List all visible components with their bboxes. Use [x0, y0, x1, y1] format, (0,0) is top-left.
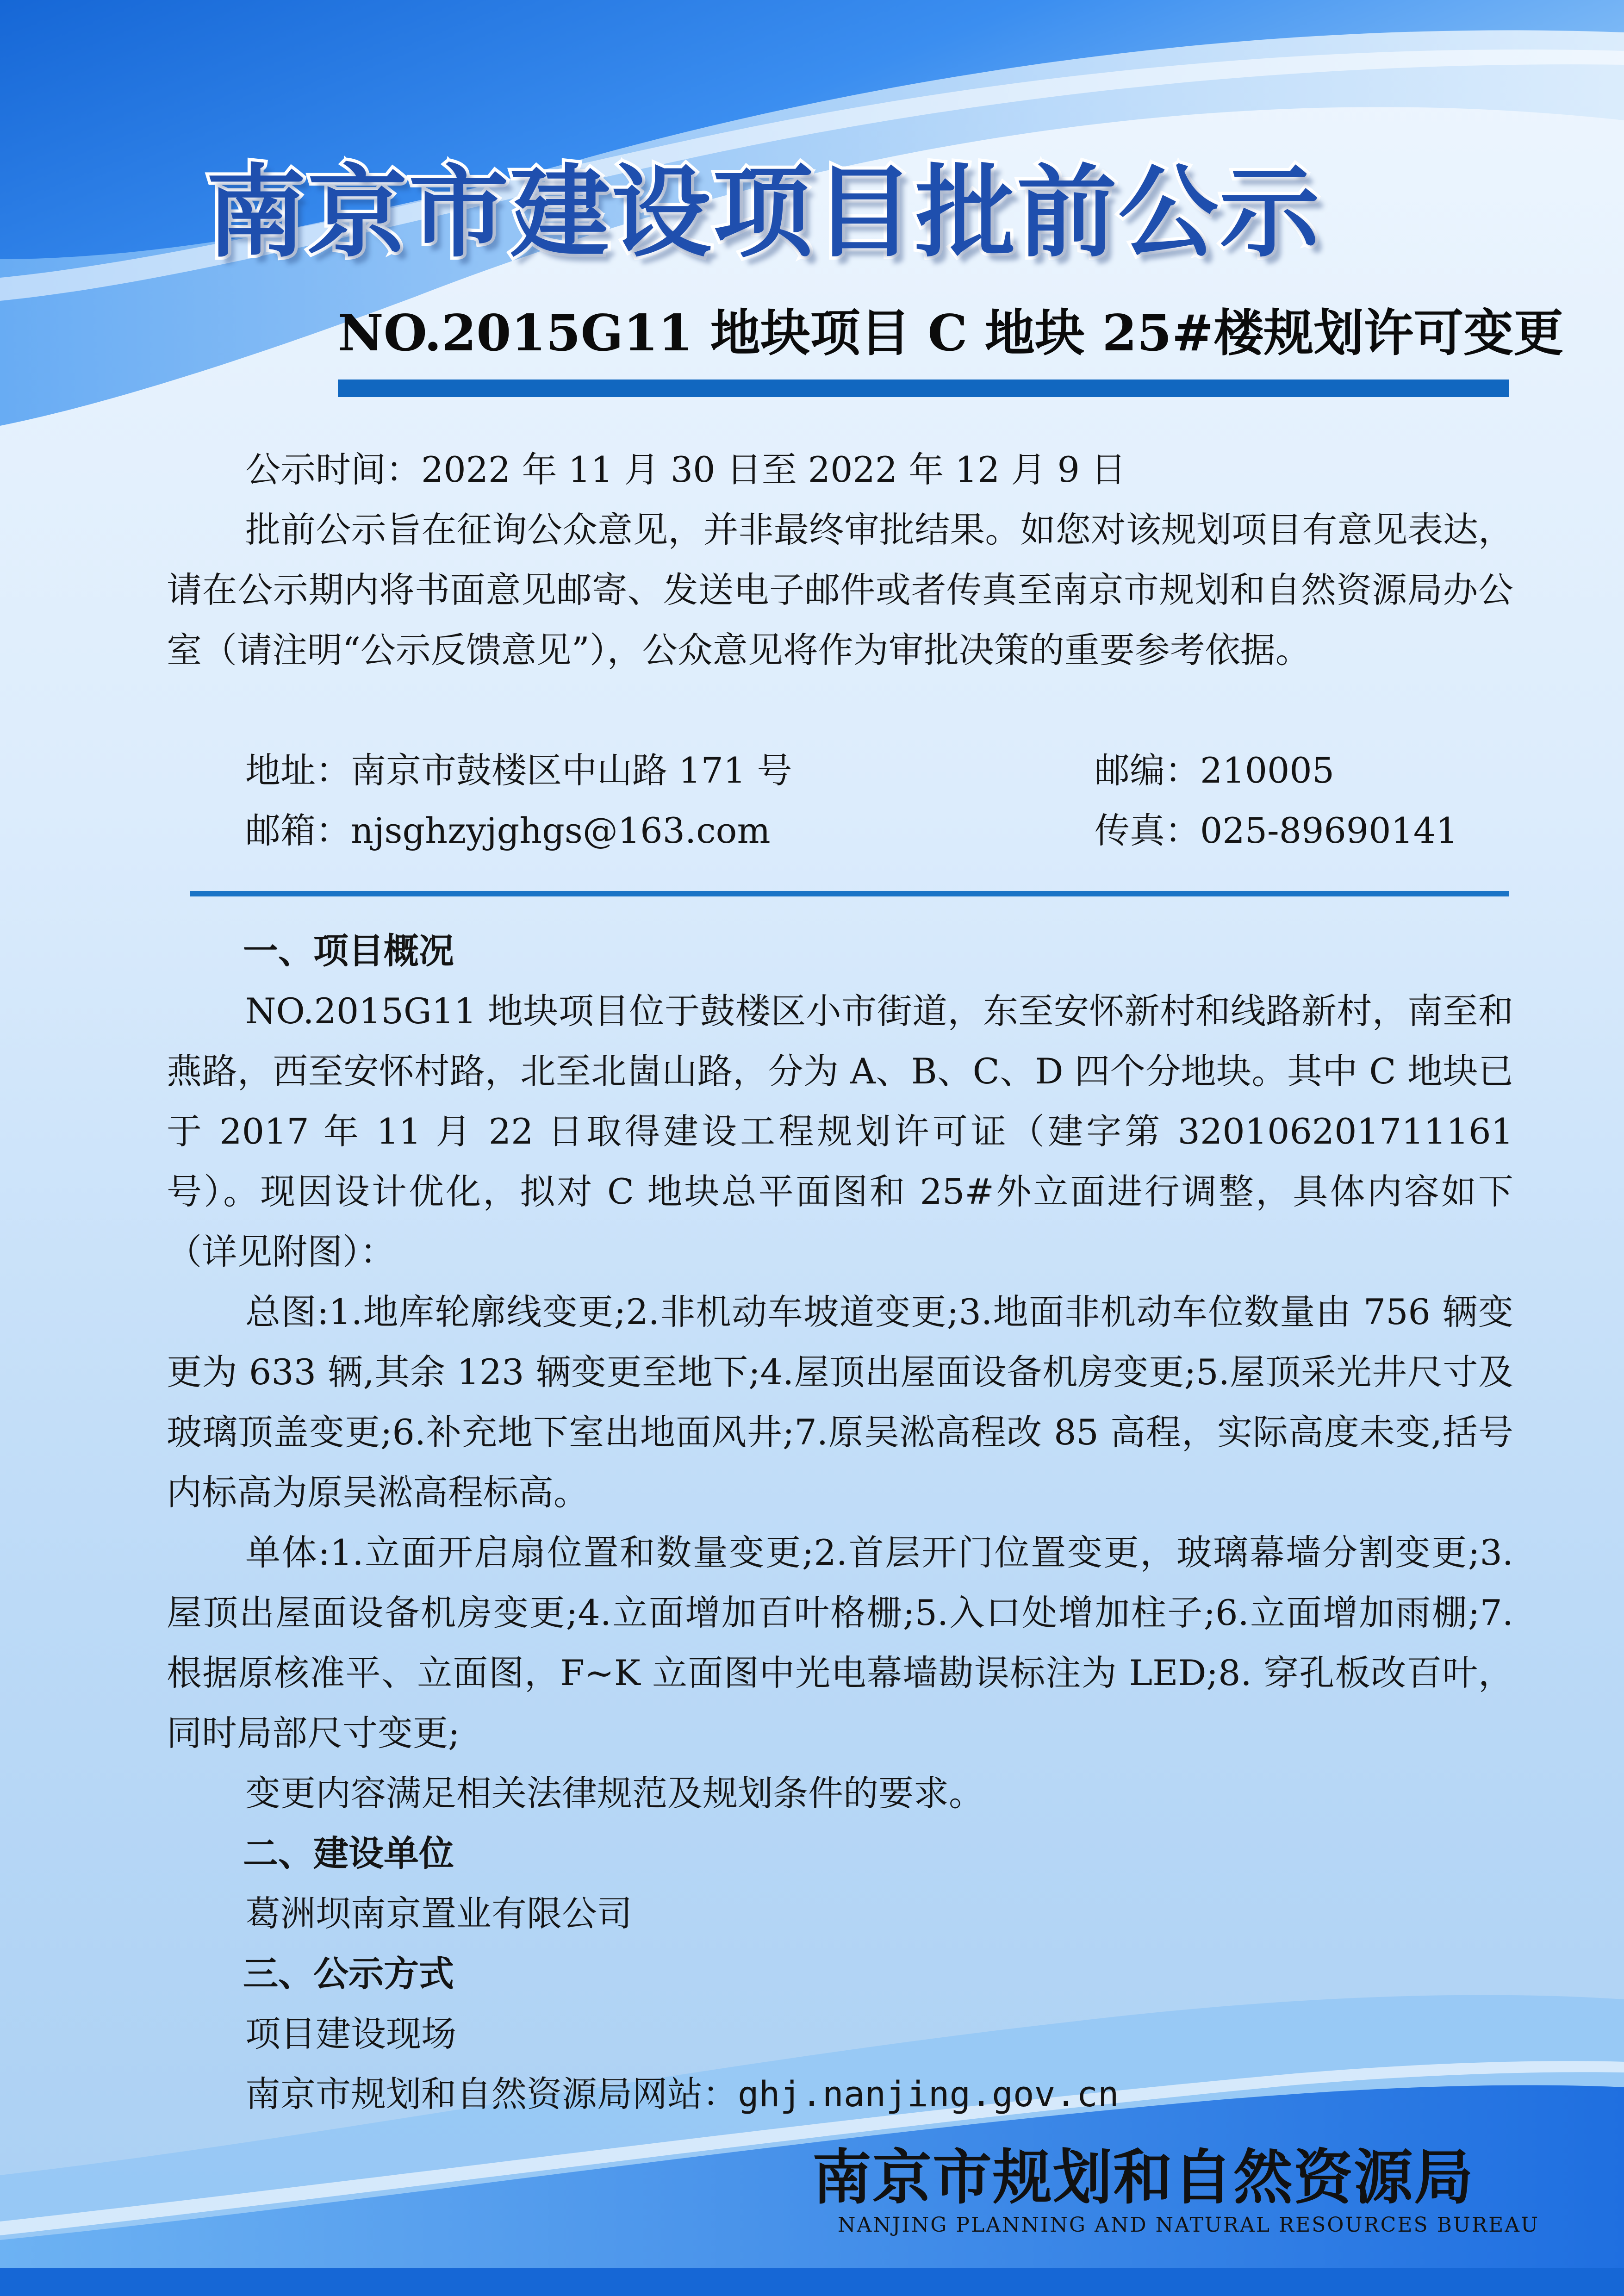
website-label: 南京市规划和自然资源局网站：: [245, 2073, 738, 2115]
publicity-method-website: [245, 2064, 1119, 2124]
title-underline: [338, 380, 1509, 397]
section2-heading: 二、建设单位: [243, 1833, 454, 1874]
building-changes-paragraph: 单体:1.立面开启扇位置和数量变更;2.首层开门位置变更，玻璃幕墙分割变更;3. 屋顶出屋面设备机房变更;4.立面增加百叶格栅;5.入口处增加柱子;6.立面增加雨棚;7. 根据原核准平、立面图，F~K 立面图中光电幕墙勘误标注为 LED;8. 穿孔板改百叶，同时局部尺寸变更;: [167, 1532, 1513, 1754]
bureau-name-cn: 南京市规划和自然资源局: [812, 2143, 1475, 2212]
section3-heading: 三、公示方式: [243, 1953, 454, 1994]
bureau-name-en: NANJING PLANNING AND NATURAL RESOURCES BUREAU: [838, 2213, 1540, 2237]
website-link[interactable]: ghj.nanjing.gov.cn: [738, 2073, 1119, 2115]
section-divider: [190, 891, 1509, 896]
contact-postcode: 邮编：210005: [1095, 750, 1335, 791]
contact-fax: 传真：025-89690141: [1095, 810, 1458, 851]
project-overview-paragraph: NO.2015G11 地块项目位于鼓楼区小市街道，东至安怀新村和线路新村，南至和燕路，西至安怀村路，北至北崮山路，分为 A、B、C、D 四个分地块。其中 C 地块已于 2017 年 11 月 22 日取得建设工程规划许可证（建字第 320106201711161 号）。现因设计优化，拟对 C 地块总平面图和 25#外立面进行调整，具体内容如下（详见附图）：: [167, 990, 1513, 1272]
section1-heading: 一、项目概况: [243, 930, 454, 971]
publicity-method-site: 项目建设现场: [245, 2013, 456, 2054]
notice-intro: 批前公示旨在征询公众意见，并非最终审批结果。如您对该规划项目有意见表达，请在公示期内将书面意见邮寄、发送电子邮件或者传真至南京市规划和自然资源局办公室（请注明“公示反馈意见”），公众意见将作为审批决策的重要参考依据。: [167, 509, 1513, 671]
contact-email: 邮箱：njsghzyjghgs@163.com: [245, 810, 771, 851]
site-plan-changes-paragraph: 总图:1.地库轮廓线变更;2.非机动车坡道变更;3.地面非机动车位数量由 756 辆变更为 633 辆,其余 123 辆变更至地下;4.屋顶出屋面设备机房变更;5.屋顶采光井尺寸及玻璃顶盖变更;6.补充地下室出地面风井;7.原吴淞高程改 85 高程，实际高度未变,括号内标高为原吴淞高程标高。: [167, 1291, 1513, 1513]
contact-address: 地址：南京市鼓楼区中山路 171 号: [245, 750, 792, 791]
publicity-period: 公示时间：2022 年 11 月 30 日至 2022 年 12 月 9 日: [245, 449, 1126, 490]
developer-name: 葛洲坝南京置业有限公司: [245, 1893, 632, 1934]
project-subtitle: NO.2015G11 地块项目 C 地块 25#楼规划许可变更: [338, 304, 1564, 362]
page-title: 南京市建设项目批前公示: [206, 155, 1321, 271]
compliance-statement: 变更内容满足相关法律规范及规划条件的要求。: [245, 1773, 984, 1814]
